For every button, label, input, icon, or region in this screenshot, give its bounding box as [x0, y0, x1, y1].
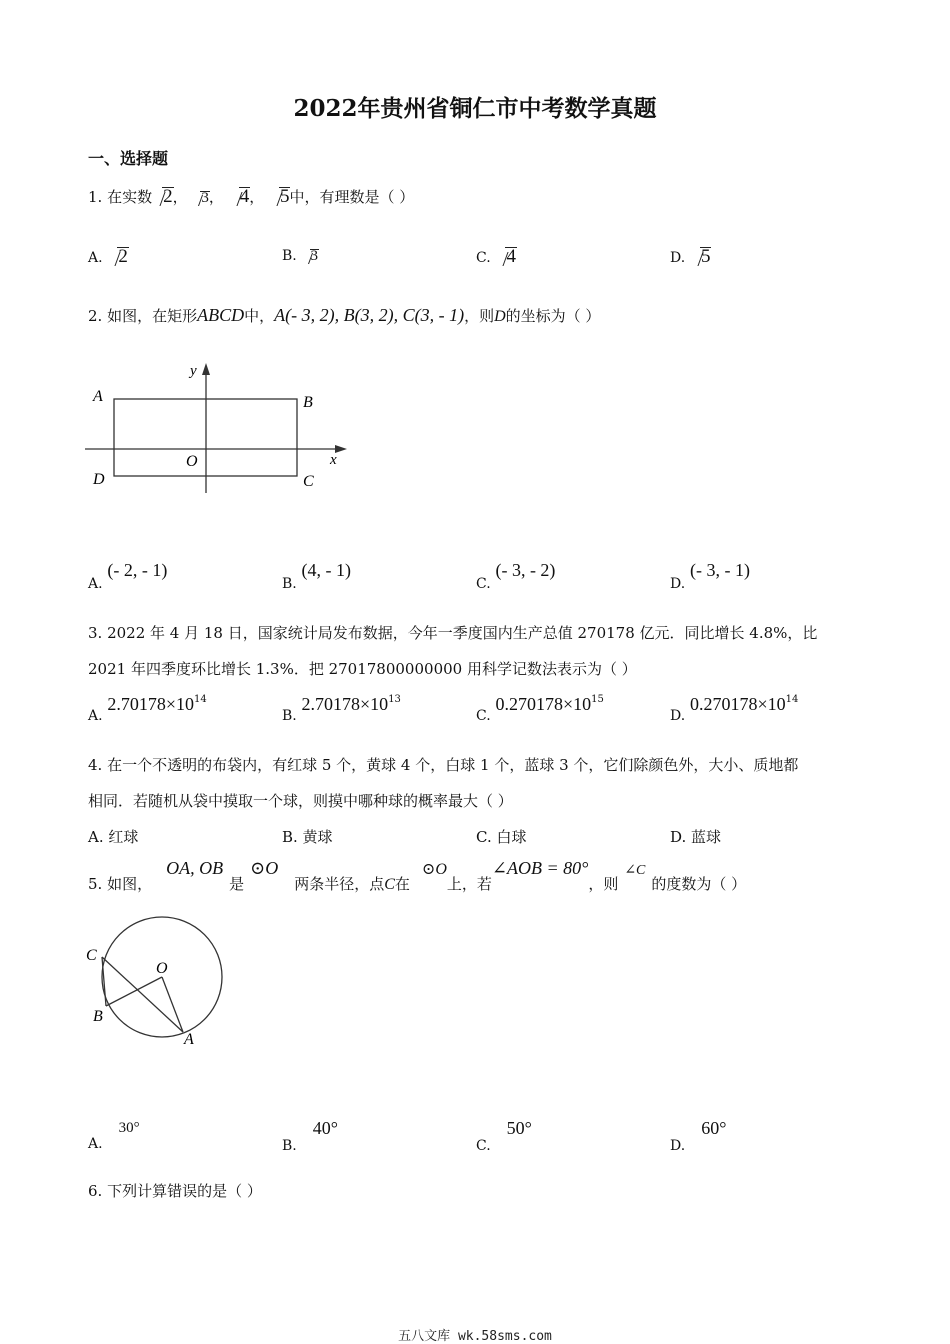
x-axis-label: x	[330, 452, 337, 468]
point-c: C	[384, 876, 395, 893]
circle-o-symbol-2: ⊙O	[421, 861, 447, 878]
page-title: 2022年贵州省铜仁市中考数学真题	[293, 95, 657, 122]
q2-option-d	[670, 560, 750, 592]
q4-line-1: 4. 在一个不透明的布袋内，有红球 5 个，黄球 4 个，白球 1 个，蓝球 3 个，它们除颜色外，大小、质地都	[88, 756, 799, 774]
sqrt-3: 3	[192, 190, 209, 207]
option-base: 2.70178	[107, 694, 166, 714]
question-6: 6. 下列计算错误的是（ ）	[88, 1182, 262, 1200]
rectangle-figure	[85, 358, 355, 498]
option-label: B.	[282, 248, 297, 264]
q2-middle: 中，	[244, 307, 275, 325]
q5-above: 上，若	[446, 875, 492, 893]
q5-option-b	[282, 1118, 338, 1154]
vertex-a-label: A	[93, 388, 103, 405]
option-value: 60°	[701, 1118, 727, 1138]
vertex-b-label: B	[303, 394, 313, 411]
q3-option-d	[670, 694, 799, 724]
option-root: 4	[495, 246, 516, 268]
y-axis-label: y	[190, 363, 197, 379]
vertex-c-label: C	[303, 473, 314, 490]
point-d: D	[494, 308, 506, 325]
option-exponent: 14	[194, 694, 207, 705]
rectangle-name: ABCD	[197, 305, 245, 325]
radii-oa-ob: OA, OB	[166, 858, 224, 878]
q4-line-2: 相同．若随机从袋中摸取一个球，则摸中哪种球的概率最大（ ）	[88, 792, 513, 810]
given-points: A(- 3, 2), B(3, 2), C(3, - 1)	[274, 305, 465, 325]
point-b-label: B	[93, 1008, 103, 1025]
option-exponent: 13	[388, 694, 401, 705]
option-label: A.	[88, 576, 103, 592]
option-label: D.	[670, 1138, 686, 1154]
option-times: ×10	[360, 694, 389, 714]
option-times: ×10	[165, 694, 194, 714]
q5-option-a	[88, 1118, 140, 1152]
option-value: (- 3, - 1)	[689, 560, 750, 580]
option-label: A.	[88, 708, 103, 724]
q5-text: 5. 如图，	[88, 875, 153, 893]
q1-option-b	[282, 246, 318, 265]
option-value: (- 3, - 2)	[495, 560, 556, 580]
q3-option-b	[282, 694, 401, 724]
option-base: 0.270178	[689, 694, 758, 714]
question-1	[88, 186, 414, 208]
option-exponent: 14	[785, 694, 799, 705]
q3-line-1: 3. 2022 年 4 月 18 日，国家统计局发布数据，今年一季度国内生产总值 270178 亿元．同比增长 4.8%，比	[88, 624, 818, 642]
angle-aob: ∠AOB = 80°	[491, 858, 589, 878]
option-value: 40°	[312, 1118, 338, 1138]
q1-tail: 中，有理数是（ ）	[289, 188, 415, 206]
chord-ca	[102, 957, 183, 1032]
origin-label: O	[186, 453, 198, 470]
q5-option-d	[670, 1118, 727, 1154]
y-axis-arrow	[202, 363, 210, 375]
option-base: 0.270178	[495, 694, 563, 714]
option-value: (4, - 1)	[301, 560, 352, 580]
q2-text: 2. 如图，在矩形	[88, 307, 198, 325]
sqrt-4: 4	[229, 186, 250, 208]
option-root: 2	[107, 246, 128, 268]
question-5	[88, 858, 747, 893]
q3-option-a	[88, 694, 207, 724]
q5-is: 是	[229, 875, 245, 893]
q2-tail-b: 的坐标为（ ）	[505, 307, 601, 325]
q1-option-d	[670, 246, 710, 268]
option-times: ×10	[562, 694, 592, 714]
q1-comma-2: ，	[208, 188, 224, 206]
question-2	[88, 305, 600, 326]
option-value: 30°	[118, 1120, 140, 1136]
q4-option-b: B. 黄球	[282, 828, 333, 846]
q2-tail-a: ，则	[464, 307, 495, 325]
option-root: 5	[690, 246, 711, 268]
option-label: D.	[670, 708, 686, 724]
section-heading: 一、选择题	[88, 149, 169, 168]
option-label: C.	[476, 576, 491, 592]
q3-option-c	[476, 694, 604, 724]
option-label: B.	[282, 1138, 297, 1154]
point-a-label: A	[184, 1031, 194, 1048]
radius-ob	[106, 977, 162, 1006]
sqrt-5: 5	[269, 186, 290, 208]
q4-option-c: C. 白球	[476, 828, 527, 846]
q1-option-a	[88, 246, 128, 268]
radius-oa	[162, 977, 183, 1032]
q5-option-c	[476, 1118, 532, 1154]
q4-option-d: D. 蓝球	[670, 828, 722, 846]
circle-o-symbol: ⊙O	[250, 858, 279, 878]
q1-text: 1. 在实数	[88, 188, 153, 206]
option-base: 2.70178	[301, 694, 361, 714]
q5-middle: 两条半径，点	[294, 875, 385, 893]
center-o-label: O	[156, 960, 168, 977]
option-label: A.	[88, 250, 103, 266]
option-value: (- 2, - 1)	[107, 560, 168, 580]
option-times: ×10	[757, 694, 786, 714]
point-c-label: C	[86, 947, 97, 964]
q4-option-a: A. 红球	[88, 828, 139, 846]
q1-comma-3: ，	[249, 188, 265, 206]
option-label: A.	[88, 1136, 103, 1152]
q1-comma-1: ，	[172, 188, 188, 206]
footer-watermark: 五八文库 wk.58sms.com	[398, 1329, 552, 1344]
q5-then: ，则	[588, 875, 619, 893]
q2-option-c	[476, 560, 556, 592]
option-label: D.	[670, 250, 686, 266]
option-label: C.	[476, 250, 491, 266]
vertex-d-label: D	[93, 471, 105, 488]
circle-figure	[82, 910, 232, 1050]
q3-line-2: 2021 年四季度环比增长 1.3%．把 27017800000000 用科学记数法表示为（ ）	[88, 660, 637, 678]
q5-on: 在	[394, 875, 410, 893]
option-label: B.	[282, 576, 297, 592]
sqrt-2: 2	[152, 186, 173, 208]
option-label: C.	[476, 708, 491, 724]
option-root: 3	[302, 248, 319, 265]
q1-option-c	[476, 246, 516, 268]
option-label: D.	[670, 576, 686, 592]
angle-c: ∠C	[624, 863, 646, 878]
option-value: 50°	[506, 1118, 532, 1138]
q2-option-b	[282, 560, 352, 592]
option-label: C.	[476, 1138, 491, 1154]
option-label: B.	[282, 708, 297, 724]
option-exponent: 15	[591, 694, 604, 705]
x-axis-arrow	[335, 445, 347, 453]
q5-tail: 的度数为（ ）	[651, 875, 747, 893]
q2-option-a	[88, 560, 168, 592]
